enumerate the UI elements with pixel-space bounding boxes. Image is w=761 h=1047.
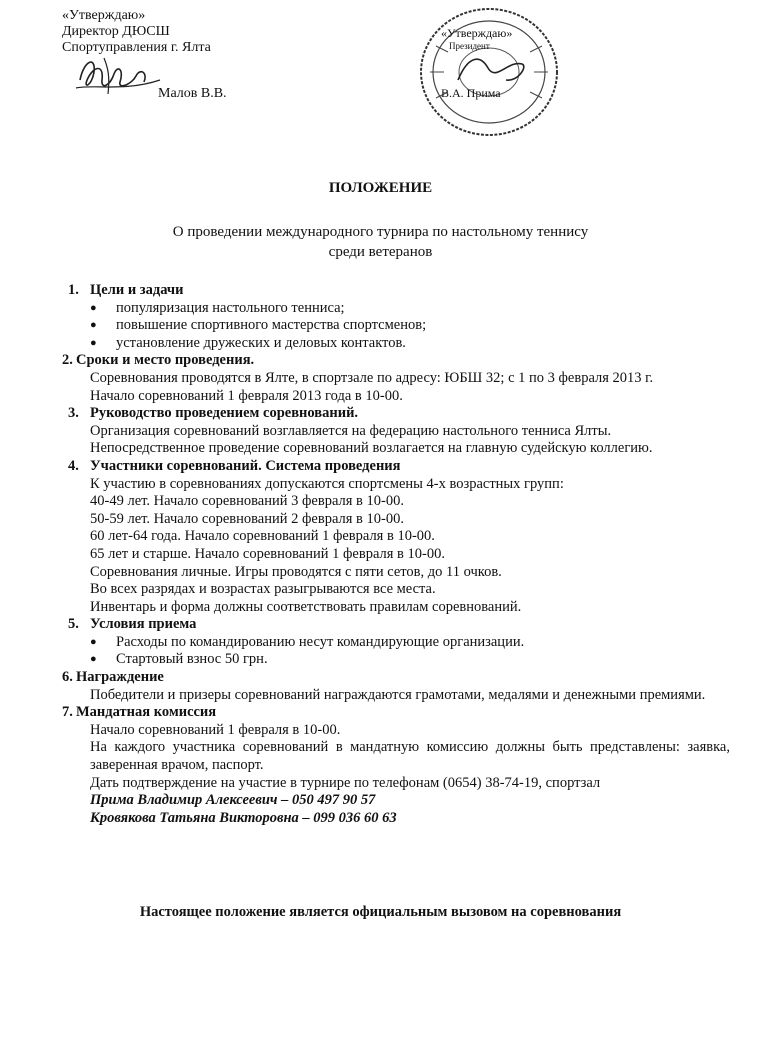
contact-line: Кровякова Татьяна Викторовна – 099 036 60 63 <box>90 809 397 826</box>
bullet-icon: ● <box>90 319 97 332</box>
text-line: Непосредственное проведение соревнований возлагается на главную судейскую коллегию. <box>90 440 653 457</box>
section-7-heading <box>62 704 730 722</box>
document-body <box>62 282 730 827</box>
text-paragraph: На каждого участника соревнований в мандатную комиссию должны быть представлены: заявка, заверенная врачом, паспорт. <box>90 739 730 774</box>
section-5-heading <box>62 616 730 634</box>
section-title: Условия приема <box>90 616 197 633</box>
approval-line-3: Спортуправления г. Ялта <box>62 40 211 55</box>
list-item: ● повышение спортивного мастерства спортсменов; <box>90 317 427 334</box>
subtitle-line-1: О проведении международного турнира по настольному теннису <box>172 224 589 240</box>
text-line: Организация соревнований возглавляется на федерацию настольного тенниса Ялты. <box>90 422 612 439</box>
text-line: Во всех разрядах и возрастах разыгрываются все места. <box>90 581 436 598</box>
section-number: 3. <box>68 405 79 422</box>
section-title: Руководство проведением соревнований. <box>90 405 359 422</box>
section-3-heading <box>62 405 730 423</box>
section-number: 2. <box>62 352 73 369</box>
footer-statement: Настоящее положение является официальным вызовом на соревнования <box>139 904 622 920</box>
section-number: 5. <box>68 616 79 633</box>
subtitle-line-2: среди ветеранов <box>328 244 433 260</box>
bullet-icon: ● <box>90 635 97 648</box>
text-line: 40-49 лет. Начало соревнований 3 февраля в 10-00. <box>90 493 404 510</box>
section-number: 4. <box>68 457 79 474</box>
seal-label <box>441 26 512 101</box>
document-subtitle <box>0 222 761 262</box>
list-item: ● Расходы по командированию несут командирующие организации. <box>90 633 525 650</box>
text-line: 65 лет и старше. Начало соревнований 1 февраля в 10-00. <box>90 545 445 562</box>
list-item: ● установление дружеских и деловых контактов. <box>90 334 406 351</box>
approval-line-1: «Утверждаю» <box>62 8 146 23</box>
text-line: К участию в соревнованиях допускаются спортсмены 4-х возрастных групп: <box>90 475 564 492</box>
section-number: 6. <box>62 669 73 686</box>
bullet-icon: ● <box>90 336 97 349</box>
section-6-heading <box>62 669 730 687</box>
seal-line-3: В.А. Прима <box>441 86 501 100</box>
signature-image <box>74 50 164 100</box>
text-paragraph: Победители и призеры соревнований награждаются грамотами, медалями и денежными премиями. <box>90 686 706 703</box>
text-line: Начало соревнований 1 февраля 2013 года в 10-00. <box>90 387 403 404</box>
contact-line: Прима Владимир Алексеевич – 050 497 90 57 <box>90 792 376 809</box>
list-item: ● популяризация настольного тенниса; <box>90 299 345 316</box>
approval-line-2: Директор ДЮСШ <box>62 24 170 39</box>
section-number: 1. <box>68 282 79 298</box>
list-item: ● Стартовый взнос 50 грн. <box>90 651 268 668</box>
approval-name: Малов В.В. <box>158 86 227 101</box>
bullet-icon: ● <box>90 653 97 666</box>
text-line: 50-59 лет. Начало соревнований 2 февраля в 10-00. <box>90 510 404 527</box>
section-number: 7. <box>62 704 73 721</box>
bullet-icon: ● <box>90 301 97 314</box>
text-line: Соревнования личные. Игры проводятся с пяти сетов, до 11 очков. <box>90 563 502 580</box>
section-title: Цели и задачи <box>90 282 184 298</box>
seal-line-2: Президент <box>449 41 490 51</box>
text-line: Начало соревнований 1 февраля в 10-00. <box>90 721 341 738</box>
section-title: Сроки и место проведения. <box>76 352 255 369</box>
seal-line-1: «Утверждаю» <box>441 26 513 40</box>
section-4-heading <box>62 458 730 476</box>
section-title: Участники соревнований. Система проведения <box>90 457 401 474</box>
text-line: 60 лет-64 года. Начало соревнований 1 февраля в 10-00. <box>90 528 435 545</box>
text-line: Дать подтверждение на участие в турнире по телефонам (0654) 38-74-19, спортзал <box>90 774 601 791</box>
document-title: ПОЛОЖЕНИЕ <box>328 180 433 196</box>
section-1-heading <box>62 282 730 300</box>
section-title: Награждение <box>76 669 164 686</box>
text-line: Инвентарь и форма должны соответствовать правилам соревнований. <box>90 598 522 615</box>
section-2-heading <box>62 352 730 370</box>
text-line: Соревнования проводятся в Ялте, в спортзале по адресу: ЮБШ 32; с 1 по 3 февраля 2013 г. <box>90 369 654 386</box>
section-title: Мандатная комиссия <box>76 704 217 721</box>
